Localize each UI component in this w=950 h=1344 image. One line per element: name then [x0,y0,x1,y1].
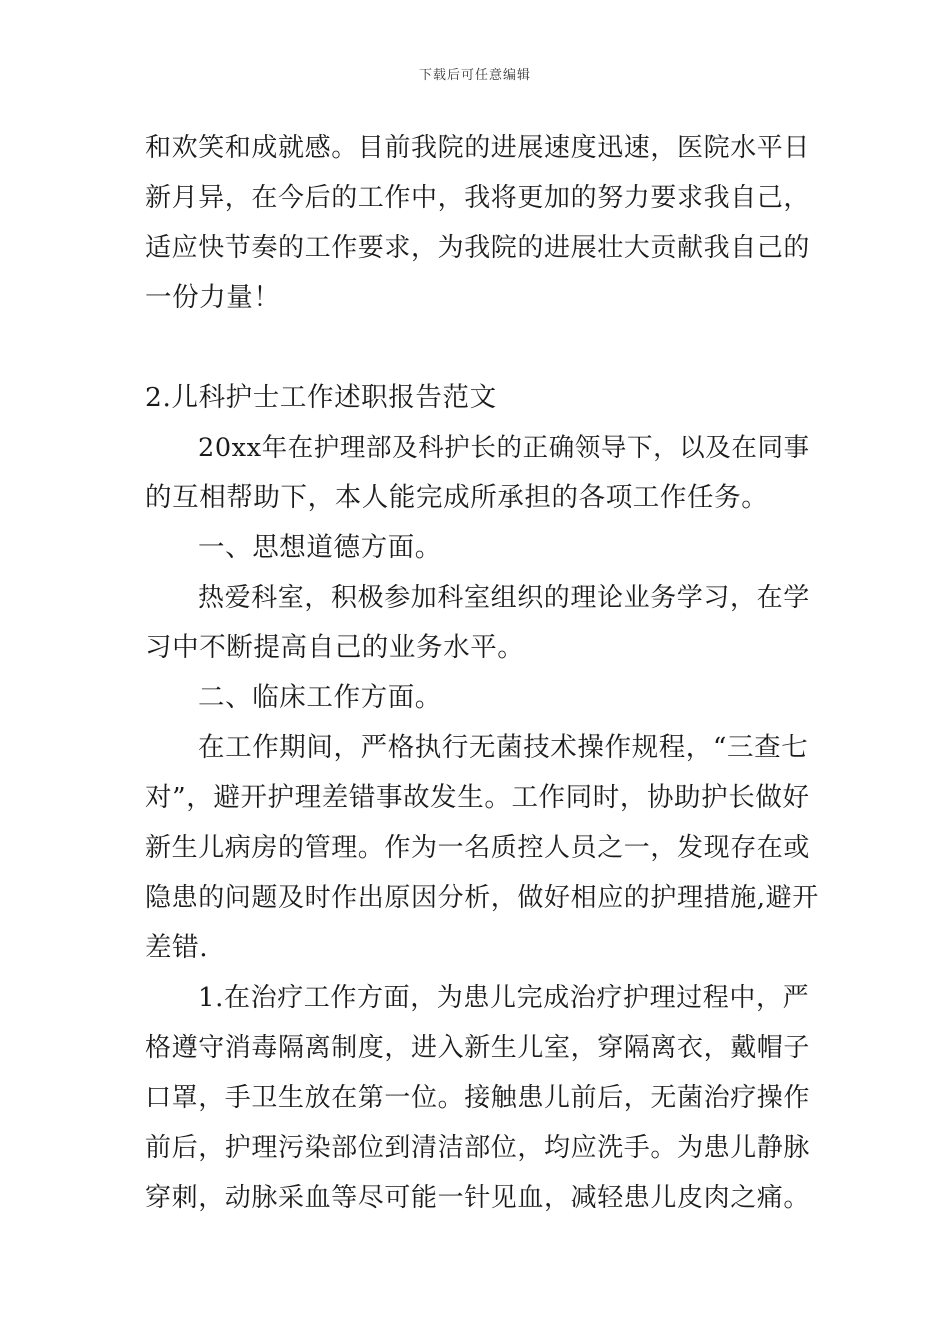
text-line: 口罩，手卫生放在第一位。接触患儿前后，无菌治疗操作 [145,1083,811,1113]
text-line: 一份力量！ [145,282,281,313]
text-line: 穿刺，动脉采血等尽可能一针见血，减轻患儿皮肉之痛。 [145,1183,811,1213]
text-line: 在工作期间，严格执行无菌技术操作规程，“三查七 [198,732,809,763]
text-line: 新月异，在今后的工作中，我将更加的努力要求我自己， [145,183,811,213]
text-line: 差错. [145,932,209,963]
subheading: 二、临床工作方面。 [198,682,442,713]
text-line: 习中不断提高自己的业务水平。 [145,632,525,663]
text-line: 格遵守消毒隔离制度，进入新生儿室，穿隔离衣，戴帽子 [145,1033,811,1063]
text-line: 适应快节奏的工作要求，为我院的进展壮大贡献我自己的 [145,233,811,263]
text-line: 新生儿病房的管理。作为一名质控人员之一，发现存在或 [145,833,811,863]
text-line: 20xx年在护理部及科护长的正确领导下，以及在同事 [198,433,810,463]
text-line: 对”，避开护理差错事故发生。工作同时，协助护长做好 [145,782,810,813]
subheading: 一、思想道德方面。 [198,532,442,563]
text-line: 的互相帮助下，本人能完成所承担的各项工作任务。 [145,482,769,513]
text-line: 热爱科室，积极参加科室组织的理论业务学习，在学 [198,583,810,613]
text-line: 前后，护理污染部位到清洁部位，均应洗手。为患儿静脉 [145,1133,811,1163]
page-header-note: 下载后可任意编辑 [418,68,531,83]
section-heading: 2.儿科护士工作述职报告范文 [145,382,497,413]
text-line: 和欢笑和成就感。目前我院的进展速度迅速，医院水平日 [145,133,811,163]
text-line: 1.在治疗工作方面，为患儿完成治疗护理过程中，严 [198,983,810,1013]
text-line: 隐患的问题及时作出原因分析，做好相应的护理措施,避开 [145,883,819,913]
